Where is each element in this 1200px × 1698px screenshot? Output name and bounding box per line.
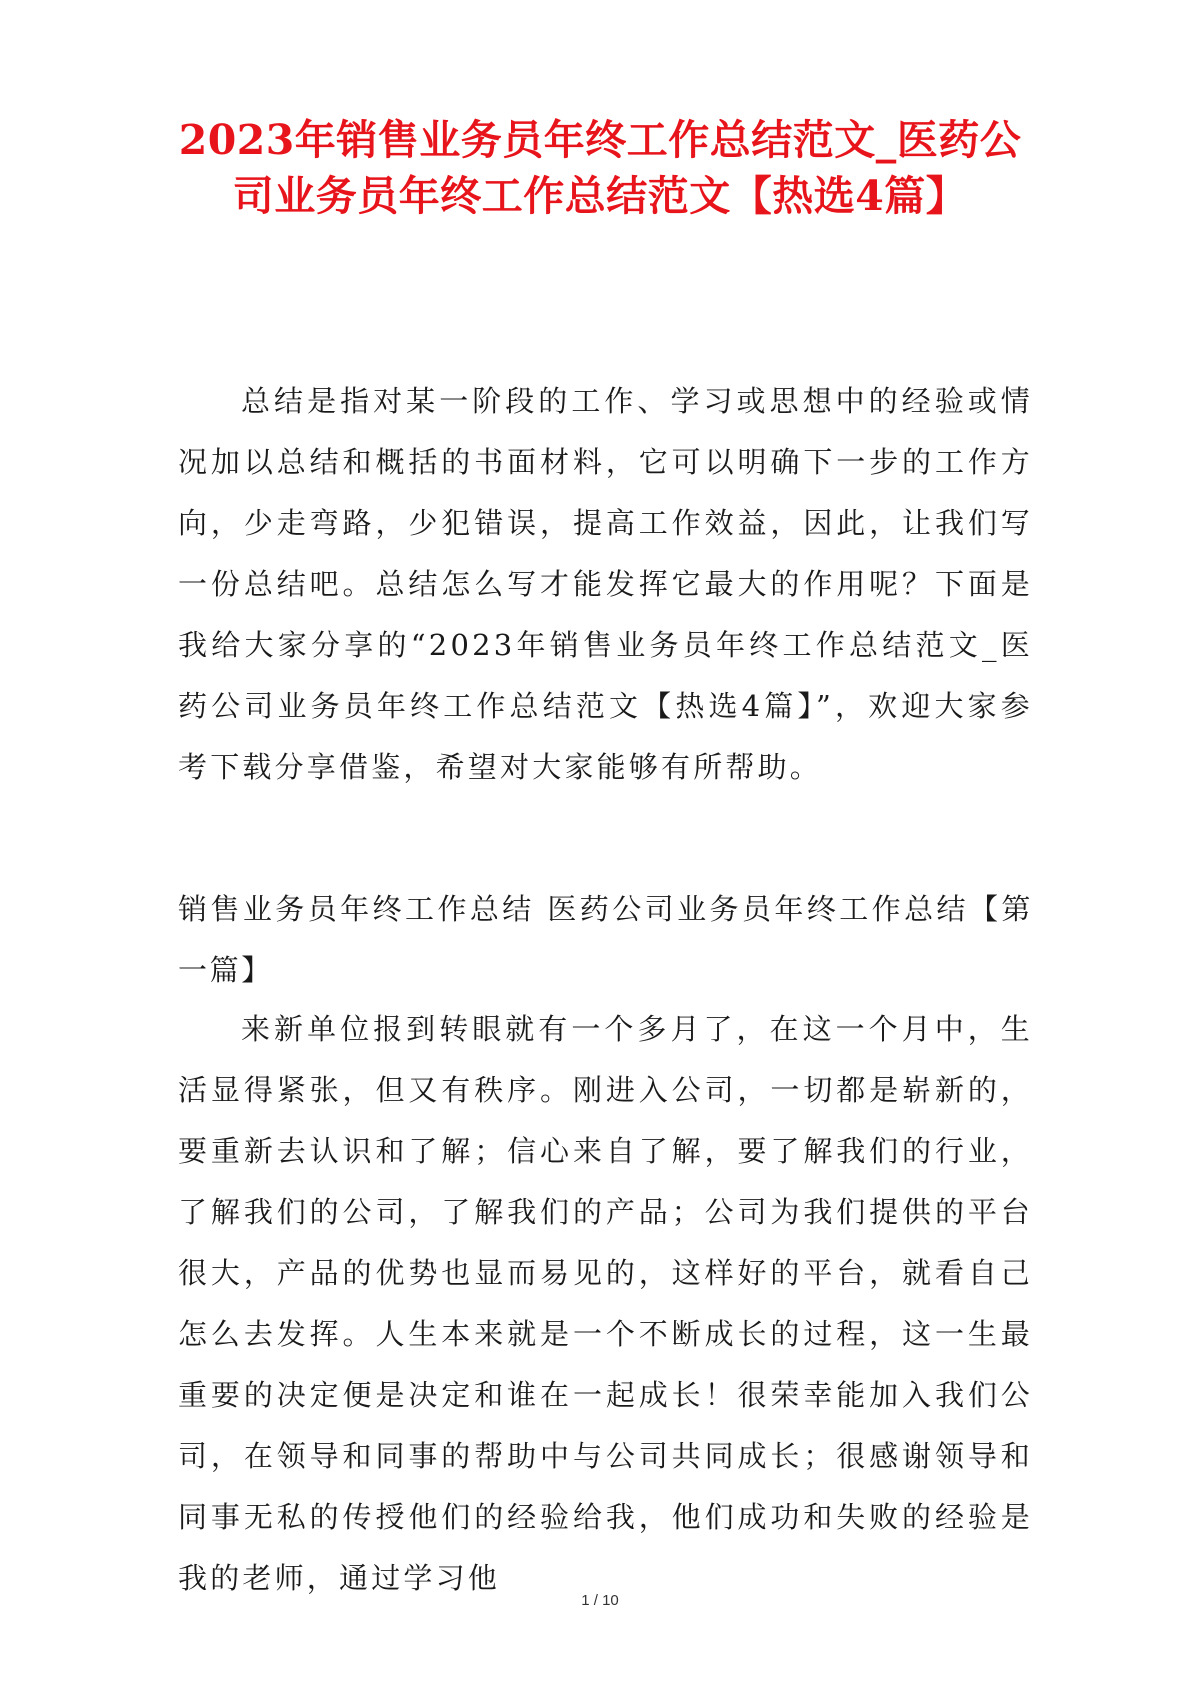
intro-paragraph: 总结是指对某一阶段的工作、学习或思想中的经验或情况加以总结和概括的书面材料，它可以明确下一步的工作方向，少走弯路，少犯错误，提高工作效益，因此，让我们写一份总结吧。总结怎么写才能发挥它最大的作用呢？下面是我给大家分享的“2023年销售业务员年终工作总结范文_医药公司业务员年终工作总结范文【热选4篇】”，欢迎大家参考下载分享借鉴，希望对大家能够有所帮助。 bbox=[178, 384, 1033, 784]
section-heading: 销售业务员年终工作总结 医药公司业务员年终工作总结【第一篇】 bbox=[178, 892, 1033, 987]
section-body-paragraph: 来新单位报到转眼就有一个多月了，在这一个月中，生活显得紧张，但又有秩序。刚进入公司，一切都是崭新的，要重新去认识和了解；信心来自了解，要了解我们的行业，了解我们的公司，了解我们的产品；公司为我们提供的平台很大，产品的优势也显而易见的，这样好的平台，就看自己怎么去发挥。人生本来就是一个不断成长的过程，这一生最重要的决定便是决定和谁在一起成长！很荣幸能加入我们公司，在领导和同事的帮助中与公司共同成长；很感谢领导和同事无私的传授他们的经验给我，他们成功和失败的经验是我的老师，通过学习他 bbox=[178, 1012, 1033, 1595]
page-number: 1 / 10 bbox=[581, 1592, 619, 1609]
document-title: 2023年销售业务员年终工作总结范文_医药公司业务员年终工作总结范文【热选4篇】 bbox=[178, 116, 1022, 220]
